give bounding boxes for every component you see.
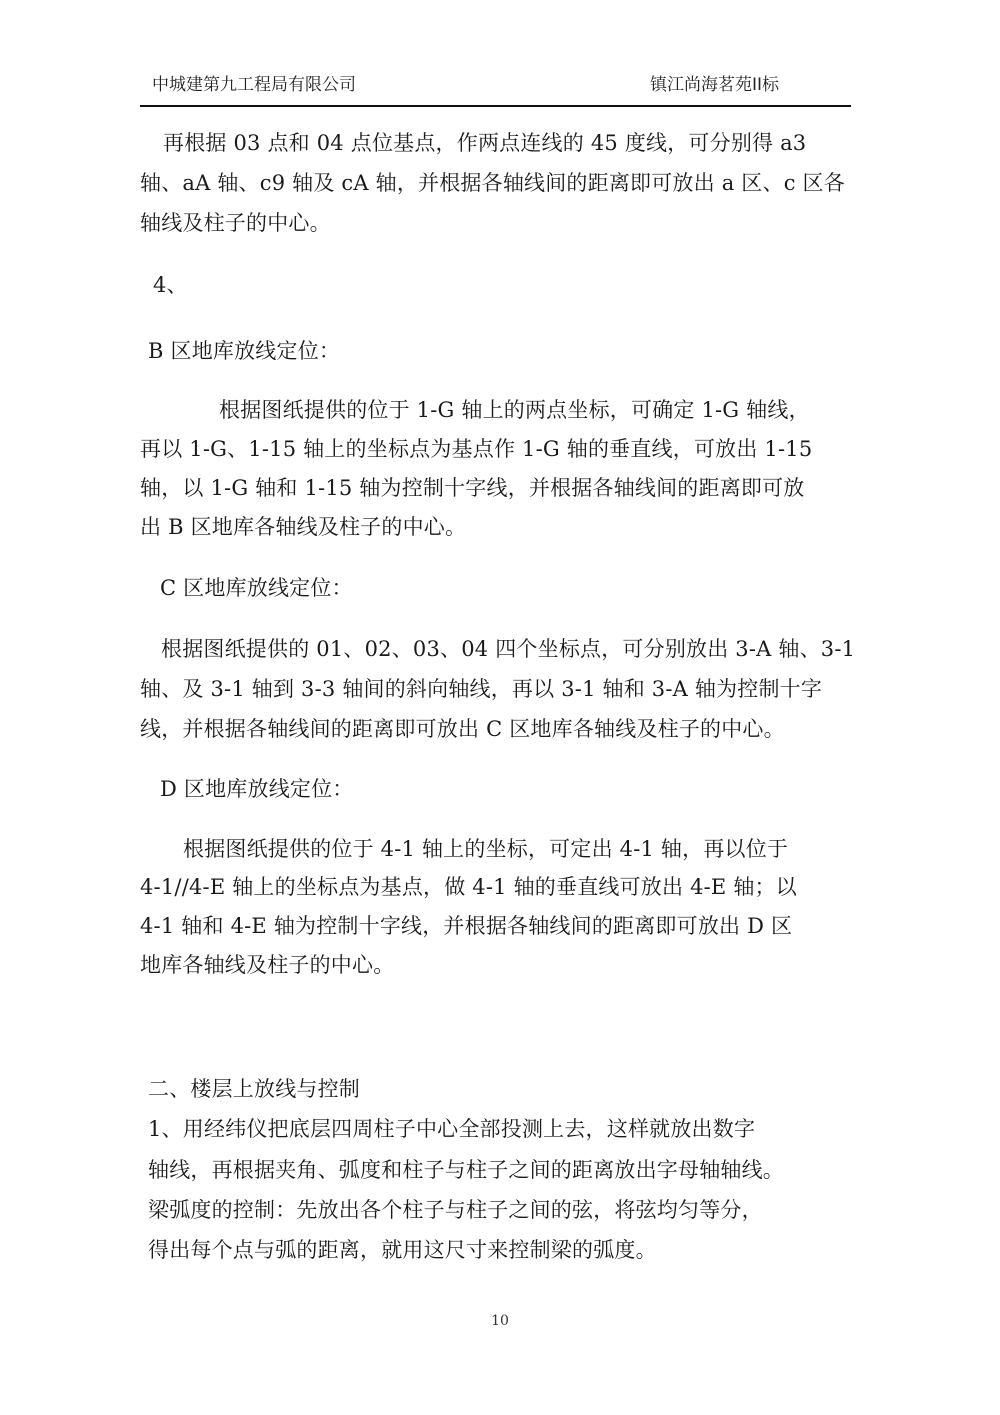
paragraph-line: 轴线，再根据夹角、弧度和柱子与柱子之间的距离放出字母轴轴线。 — [148, 1158, 784, 1182]
paragraph-line: 出 B 区地库各轴线及柱子的中心。 — [140, 515, 467, 539]
paragraph-line: 4-1 轴和 4-E 轴为控制十字线，并根据各轴线间的距离即可放出 D 区 — [140, 914, 793, 938]
paragraph-line: 轴、aA 轴、c9 轴及 cA 轴，并根据各轴线间的距离即可放出 a 区、c 区各 — [140, 171, 845, 195]
paragraph-line: 轴，以 1-G 轴和 1-15 轴为控制十字线，并根据各轴线间的距离即可放 — [140, 476, 805, 500]
page-number: 10 — [491, 1313, 509, 1329]
section-two-title: 二、楼层上放线与控制 — [148, 1077, 360, 1101]
paragraph-line: 轴、及 3-1 轴到 3-3 轴间的斜向轴线，再以 3-1 轴和 3-A 轴为控制十字 — [140, 677, 823, 701]
paragraph-line: 地库各轴线及柱子的中心。 — [140, 953, 395, 977]
paragraph-line: 梁弧度的控制：先放出各个柱子与柱子之间的弦，将弦均匀等分， — [148, 1198, 763, 1222]
paragraph-line: 轴线及柱子的中心。 — [140, 211, 331, 235]
paragraph-line: 根据图纸提供的位于 1-G 轴上的两点坐标，可确定 1-G 轴线， — [219, 398, 810, 422]
paragraph-line: 再以 1-G、1-15 轴上的坐标点为基点作 1-G 轴的垂直线，可放出 1-15 — [140, 437, 813, 461]
paragraph-line: 根据图纸提供的 01、02、03、04 四个坐标点，可分别放出 3-A 轴、3-1 — [161, 637, 856, 661]
paragraph-line: 线，并根据各轴线间的距离即可放出 C 区地库各轴线及柱子的中心。 — [140, 717, 785, 741]
paragraph-line: 得出每个点与弧的距离，就用这尺寸来控制梁的弧度。 — [148, 1238, 657, 1262]
header-divider — [140, 105, 851, 107]
header-company: 中城建第九工程局有限公司 — [152, 75, 356, 95]
item-number: 4、 — [153, 273, 188, 297]
section-heading-c: C 区地库放线定位： — [160, 576, 353, 600]
paragraph-line: 根据图纸提供的位于 4-1 轴上的坐标，可定出 4-1 轴，再以位于 — [183, 837, 789, 861]
paragraph-line: 1、用经纬仪把底层四周柱子中心全部投测上去，这样就放出数字 — [148, 1117, 756, 1141]
paragraph-line: 再根据 03 点和 04 点位基点，作两点连线的 45 度线，可分别得 a3 — [163, 131, 807, 155]
section-heading-d: D 区地库放线定位： — [160, 777, 354, 801]
header-project: 镇江尚海茗苑II标 — [650, 75, 780, 95]
paragraph-line: 4-1//4-E 轴上的坐标点为基点，做 4-1 轴的垂直线可放出 4-E 轴；以 — [140, 875, 797, 899]
section-heading-b: B 区地库放线定位： — [148, 339, 341, 363]
